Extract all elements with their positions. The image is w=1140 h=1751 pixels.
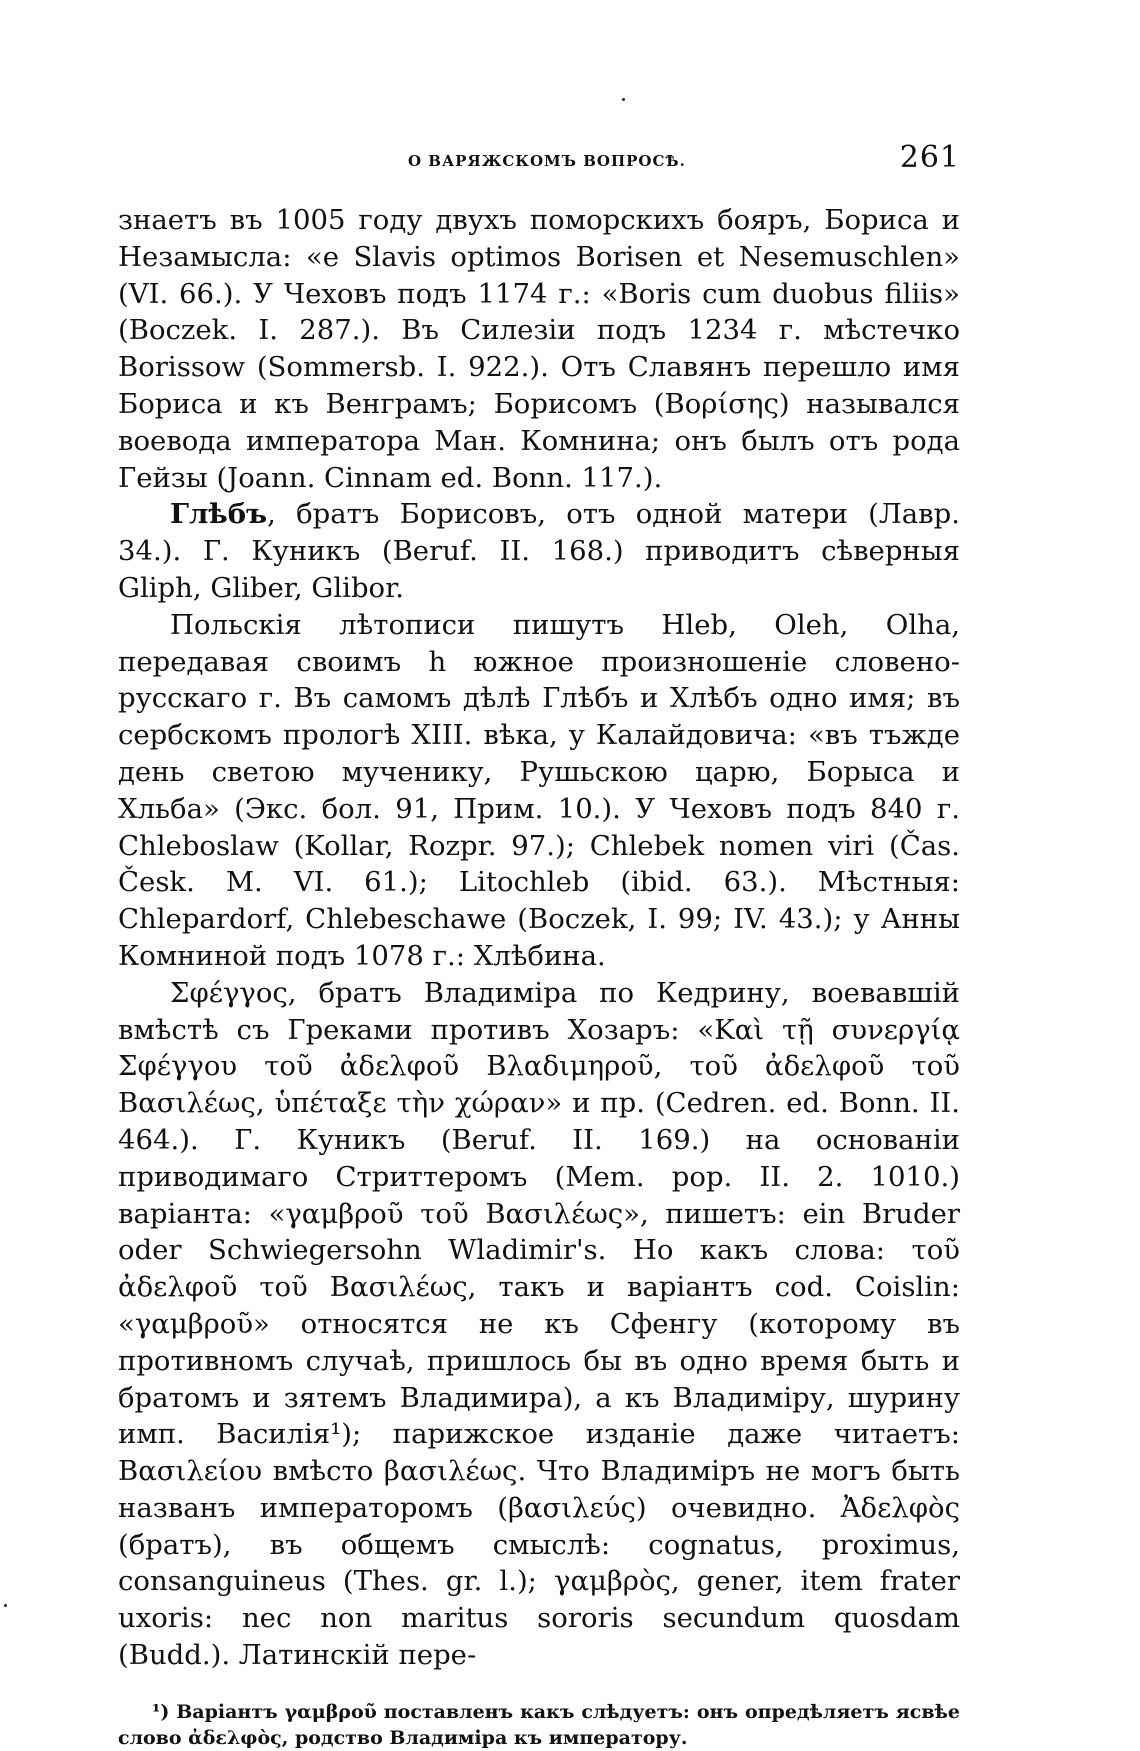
running-head — [118, 140, 960, 188]
paragraph-sfengos: Σφέγγος, братъ Владиміра по Кедрину, воевавшій вмѣстѣ съ Греками противъ Хозаръ: «Καὶ τῇ συνεργίᾳ Σφέγγου τοῦ ἀδελφοῦ Βλαδιμηροῦ, τοῦ ἀδελφοῦ τοῦ Βασιλέως, ὑπέταξε τὴν χώραν» и пр. (Cedren. ed. Bonn. II. 464.). Г. Куникъ (Beruf. II. 169.) на основаніи приводимаго Стриттеромъ (Mem. pop. II. 2. 1010.) варіанта: «γαμβροῦ τοῦ Βασιλέως», пишетъ: ein Bruder oder Schwiegersohn Wladimir's. Но какъ слова: τοῦ ἀδελφοῦ τοῦ Βασιλέως, такъ и варіантъ cod. Coislin: «γαμβροῦ» относятся не къ Сфенгу (которому въ противномъ случаѣ, пришлось бы въ одно время быть и братомъ и зятемъ Владимира), а къ Владиміру, шурину имп. Василія¹); парижское изданіе даже читаетъ: Βασιλείου вмѣсто βασιλέως. Что Владиміръ не могъ быть названъ императоромъ (βασιλεύς) очевидно. Ἀδελφὸς (братъ), въ общемъ смыслѣ: cognatus, proximus, consanguineus (Thes. gr. l.); γαμβρὸς, gener, item frater uxoris: nec non maritus sororis secundum quosdam (Budd.). Латинскій пере- — [118, 976, 960, 1672]
footnote-text: ¹) Варіантъ γαμβροῦ поставленъ какъ слѣдуетъ: онъ опредѣляетъ ясвѣе слово ἀδελφὸς, родство Владиміра къ императору. — [118, 1700, 960, 1749]
paragraph-polish-chronicles: Польскія лѣтописи пишутъ Hleb, Oleh, Olha, передавая своимъ h южное произношеніе словено-русскаго г. Въ самомъ дѣлѣ Глѣбъ и Хлѣбъ одно имя; въ сербскомъ прологѣ XIII. вѣка, у Калайдовича: «въ тъжде день светою мученику, Рушьскою царю, Борыса и Хльба» (Экс. бол. 91, Прим. 10.). У Чеховъ подъ 840 г. Chleboslaw (Kollar, Rozpr. 97.); Chlebek nomen viri (Čas. Česk. M. VI. 61.); Litochleb (ibid. 63.). Мѣстныя: Chlepardorf, Chlebeschawe (Boczek, I. 99; IV. 43.); у Анны Комниной подъ 1078 г.: Хлѣбина. — [118, 608, 960, 972]
body-text — [118, 202, 960, 1674]
paragraph-boris: знаетъ въ 1005 году двухъ поморскихъ бояръ, Бориса и Незамысла: «e Slavis optimos Borisen et Nesemuschlen» (VI. 66.). У Чеховъ подъ 1174 г.: «Boris cum duobus filiis» (Boczek. I. 287.). Въ Силезіи подъ 1234 г. мѣстечко Borissow (Sommersb. I. 922.). Отъ Славянъ перешло имя Бориса и къ Венграмъ; Борисомъ (Βορίσης) назывался воевода императора Ман. Комнина; онъ былъ отъ рода Гейзы (Joann. Cinnam ed. Bonn. 117.). — [118, 204, 960, 494]
paragraph-gleb-text: , братъ Борисовъ, отъ одной матери (Лавр. 34.). Г. Куникъ (Beruf. II. 168.) приводитъ сѣверныя Gliph, Gliber, Glibor. — [118, 498, 960, 604]
book-page — [118, 140, 960, 1751]
page-speck — [4, 1604, 7, 1607]
running-head-title: О ВАРЯЖСКОМЪ ВОПРОСѢ. — [408, 152, 686, 170]
page-speck — [622, 98, 625, 101]
paragraph-gleb — [118, 496, 960, 606]
page-number: 261 — [899, 140, 960, 175]
footnote — [118, 1699, 960, 1751]
gleb-heading: Глѣбъ — [170, 498, 268, 531]
